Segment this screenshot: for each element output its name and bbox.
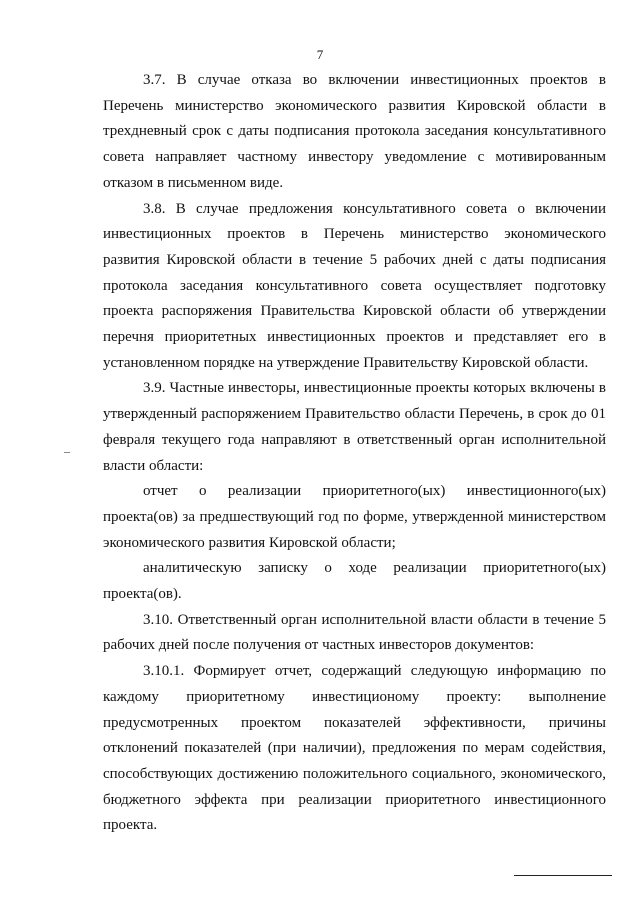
- paragraph-3-10-1: 3.10.1. Формирует отчет, содержащий следующую информацию по каждому приоритетному инвестиционому проекту: выполнение предусмотренных проектом показателей эффективности, причины отклонений показателей (при наличии), предложения по мерам содействия, способствующих достижению положительного социального, экономического, бюджетного эффекта при реализации приоритетного инвестиционного проекта.: [103, 663, 606, 834]
- page-number: 7: [316, 47, 324, 62]
- paragraph-3-8: 3.8. В случае предложения консультативного совета о включении инвестиционных проектов в Перечень министерство экономического развития Кировской области в течение 5 рабочих дней с даты подписания протокола заседания консультативного совета осуществляет подготовку проекта распоряжения Правительства Кировской области об утверждении перечня приоритетных инвестиционных проектов и представляет его в установленном порядке на утверждение Правительству Кировской области.: [103, 200, 606, 371]
- paragraph-3-7: 3.7. В случае отказа во включении инвестиционных проектов в Перечень министерство экономического развития Кировской области в трехдневный срок с даты подписания протокола заседания консультативного совета направляет частному инвестору уведомление с мотивированным отказом в письменном виде.: [103, 72, 606, 191]
- footer-rule: [514, 875, 612, 876]
- margin-mark: [64, 452, 70, 453]
- paragraph-3-10: 3.10. Ответственный орган исполнительной власти области в течение 5 рабочих дней после получения от частных инвесторов документов:: [103, 611, 606, 654]
- document-body: [103, 68, 606, 839]
- paragraph-3-9: 3.9. Частные инвесторы, инвестиционные проекты которых включены в утвержденный распоряжением Правительство области Перечень, в срок до 01 февраля текущего года направляют в ответственный орган исполнительной власти области:: [103, 380, 606, 474]
- list-item-analytic-note: аналитическую записку о ходе реализации приоритетного(ых) проекта(ов).: [103, 560, 606, 603]
- list-item-report: отчет о реализации приоритетного(ых) инвестиционного(ых) проекта(ов) за предшествующий год по форме, утвержденной министерством экономического развития Кировской области;: [103, 483, 606, 551]
